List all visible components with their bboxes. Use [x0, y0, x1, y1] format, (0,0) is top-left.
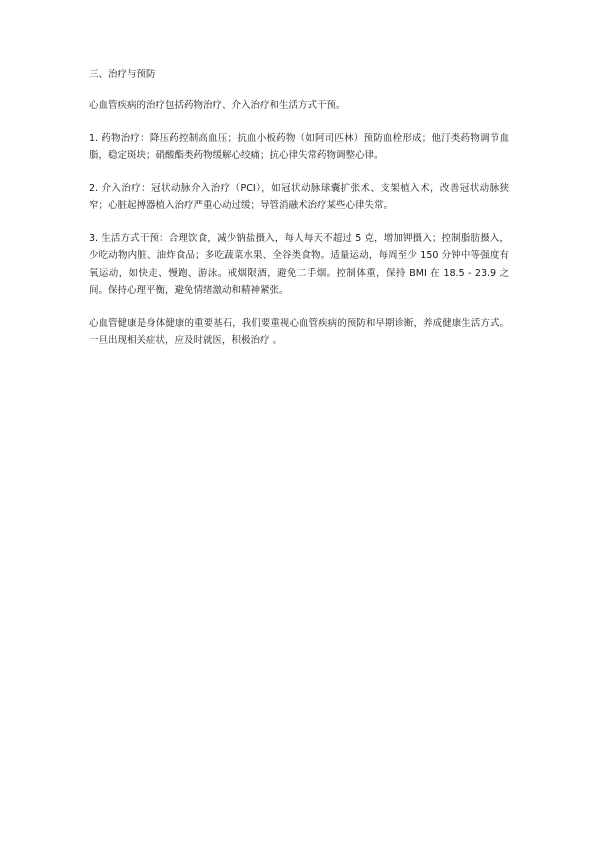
intro-paragraph: 心血管疾病的治疗包括药物治疗、介入治疗和生活方式干预。 [89, 100, 346, 111]
document-body [89, 66, 509, 365]
conclusion-paragraph: 心血管健康是身体健康的重要基石，我们要重视心血管疾病的预防和早期诊断，养成健康生活方式。一旦出现相关症状，应及时就医，积极治疗 。 [89, 317, 509, 346]
drug-therapy-paragraph: 1. 药物治疗：降压药控制高血压；抗血小板药物（如阿司匹林）预防血栓形成；他汀类药物调节血脂，稳定斑块；硝酸酯类药物缓解心绞痛；抗心律失常药物调整心律。 [89, 132, 509, 161]
interventional-therapy-paragraph: 2. 介入治疗：冠状动脉介入治疗（PCI），如冠状动脉球囊扩张术、支架植入术，改善冠状动脉狭窄；心脏起搏器植入治疗严重心动过缓；导管消融术治疗某些心律失常。 [89, 182, 509, 211]
section-heading: 三、治疗与预防 [89, 69, 156, 80]
lifestyle-intervention-paragraph: 3. 生活方式干预：合理饮食，减少钠盐摄入，每人每天不超过 5 克，增加钾摄入；控制脂肪摄入，少吃动物内脏、油炸食品；多吃蔬菜水果、全谷类食物。适量运动，每周至少 150 分钟中等强度有氧运动，如快走、慢跑、游泳。戒烟限酒，避免二手烟。控制体重，保持 BMI 在 18.5 - 23.9 之间。保持心理平衡，避免情绪激动和精神紧张。 [89, 232, 509, 296]
